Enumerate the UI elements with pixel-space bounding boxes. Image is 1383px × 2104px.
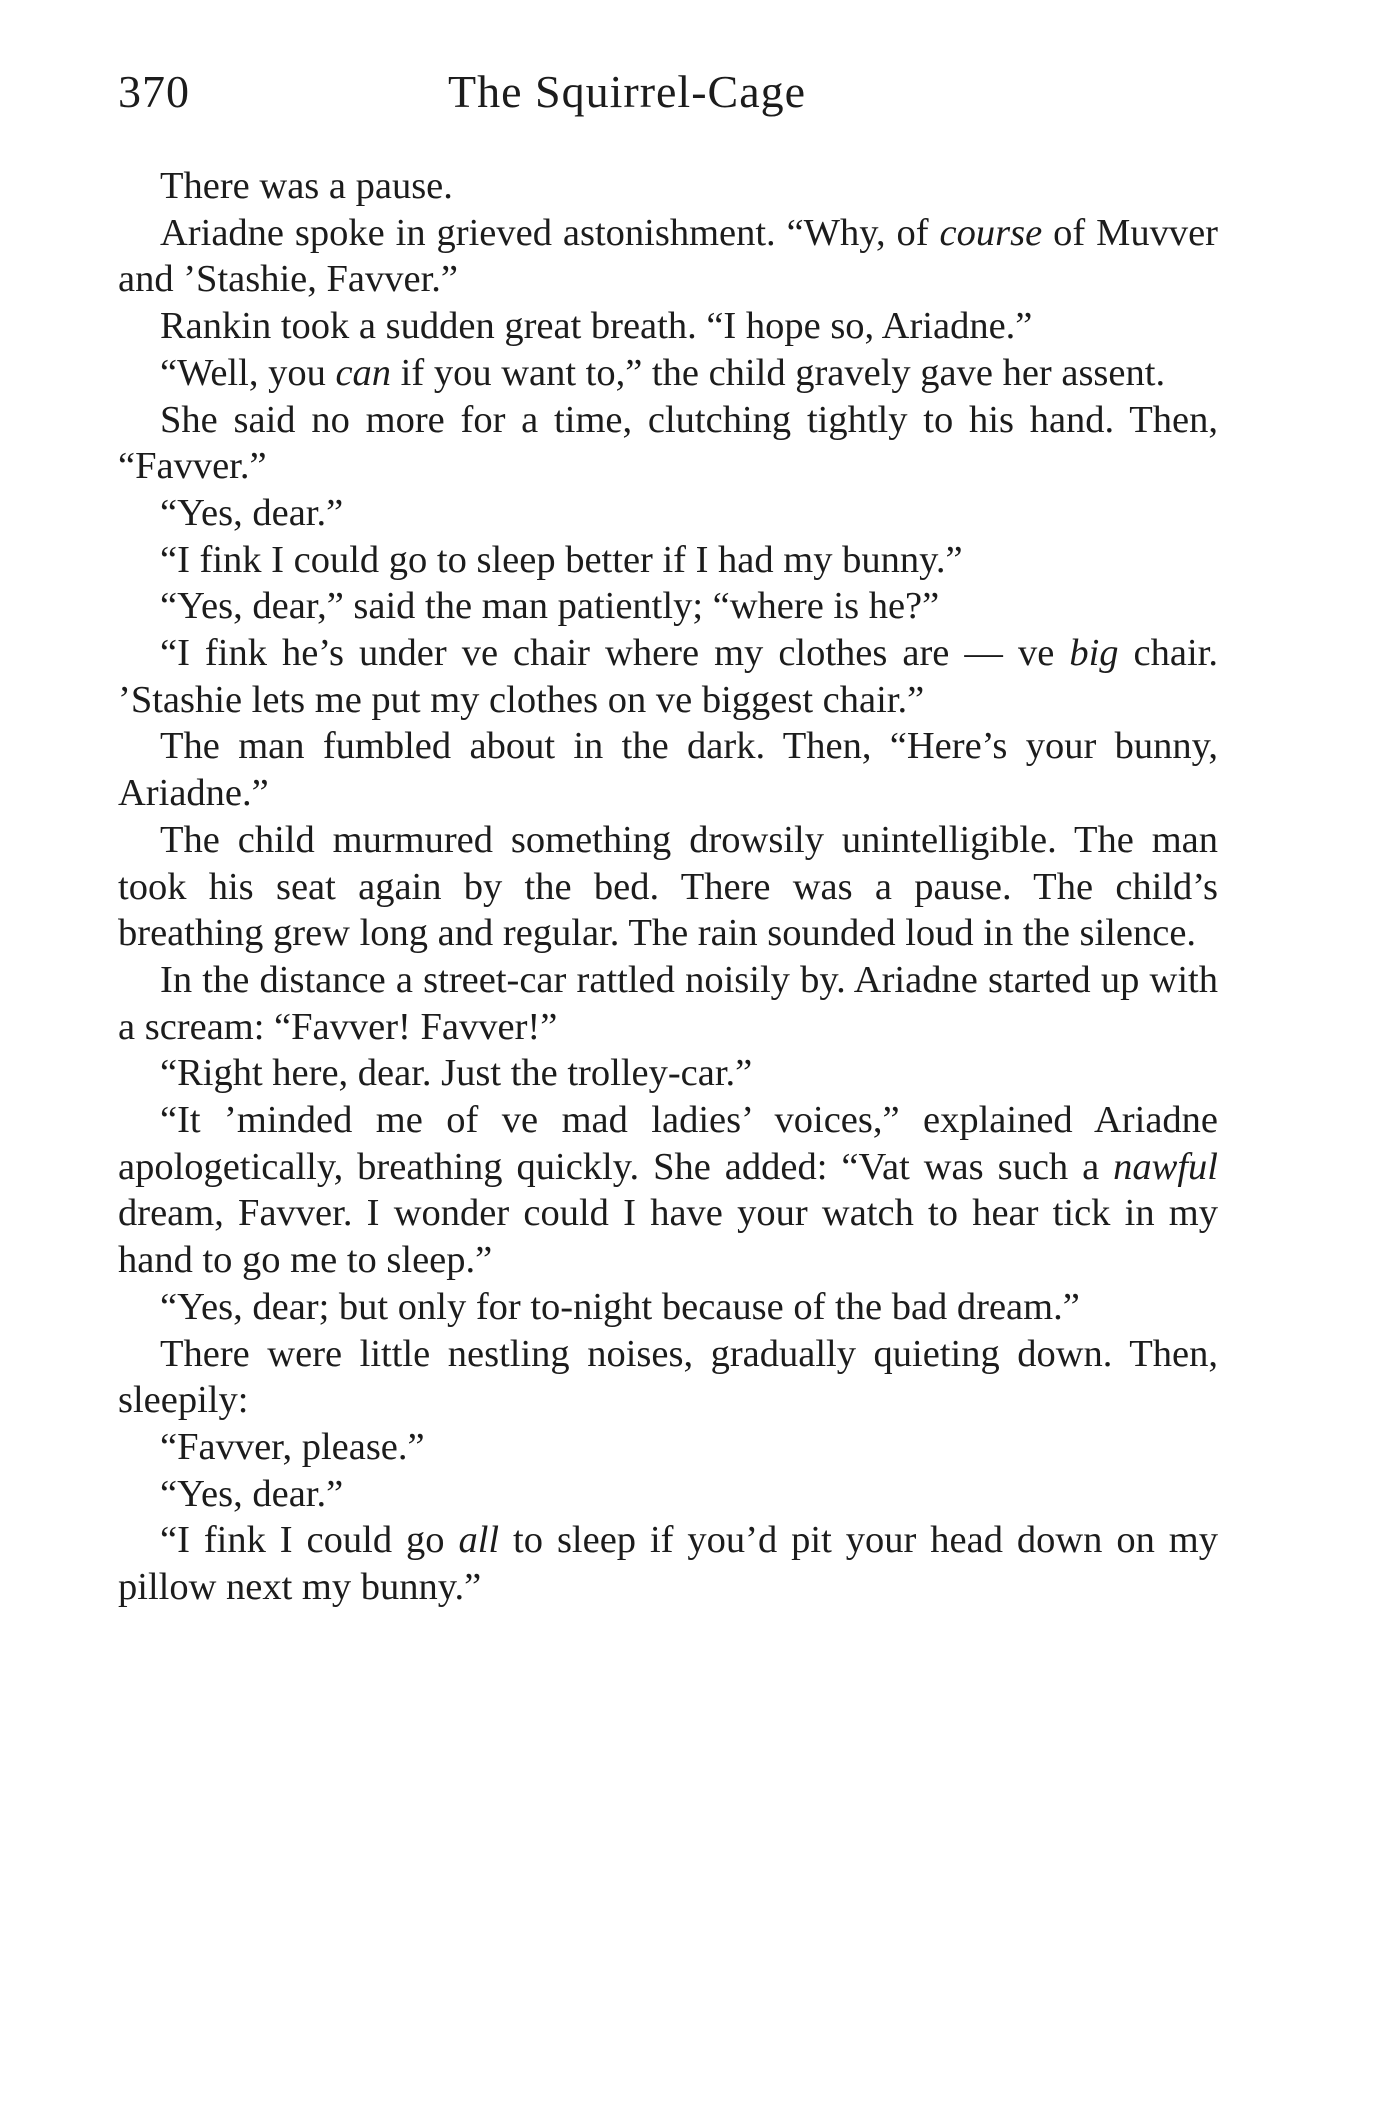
paragraph [118,630,1218,723]
paragraph [118,1471,1218,1518]
paragraph [118,350,1218,397]
italic-text: nawful [1113,1145,1218,1188]
text-run: The child murmured something drowsily unintelligible. The man took his seat again by the bed. There was a pause. The child’s breathing grew long and regular. The rain sounded loud in the silence. [118,818,1218,955]
body-text [118,163,1218,1611]
text-run: “Yes, dear.” [160,491,344,534]
paragraph [118,957,1218,1050]
paragraph [118,817,1218,957]
text-run: “Yes, dear; but only for to-night because of the bad dream.” [160,1285,1080,1328]
text-run: chair. ’Stashie lets me put my clothes on ve biggest chair.” [118,632,1218,721]
running-head [118,62,1218,122]
paragraph [118,723,1218,816]
text-run: The man fumbled about in the dark. Then, “Here’s your bunny, Ariadne.” [118,725,1218,815]
running-title: The Squirrel-Cage [448,66,807,117]
text-run: In the distance a street-car rattled noisily by. Ariadne started up with a scream: “Favver! Favver!” [118,958,1218,1048]
paragraph [118,583,1218,630]
italic-text: course [939,211,1043,254]
italic-text: can [335,351,392,394]
text-run: “I fink I could go to sleep better if I had my bunny.” [160,538,963,581]
text-run: “It ’minded me of ve mad ladies’ voices,” explained Ariadne apologetically, breathing quickly. She added: “Vat was such a [118,1099,1218,1188]
paragraph [118,163,1218,210]
paragraph [118,1050,1218,1097]
text-run: of Muvver and ’Stashie, Favver.” [118,211,1218,301]
paragraph [118,1517,1218,1610]
text-run: “Favver, please.” [160,1425,425,1468]
page-number: 370 [118,66,190,117]
text-run: “I fink he’s under ve chair where my clothes are — ve [160,632,1070,675]
italic-text: big [1069,632,1119,675]
paragraph [118,1097,1218,1284]
text-run: to sleep if you’d pit your head down on my pillow next my bunny.” [118,1519,1218,1609]
paragraph [118,1331,1218,1424]
text-run: Ariadne spoke in grieved astonishment. “Why, of [160,211,940,254]
text-run: “Well, you [160,351,336,394]
italic-text: all [458,1519,500,1562]
paragraph [118,397,1218,490]
text-run: “Yes, dear,” said the man patiently; “where is he?” [160,585,940,628]
paragraph [118,1284,1218,1331]
text-run: if you want to,” the child gravely gave her assent. [391,351,1166,394]
text-run: “I fink I could go [160,1519,459,1562]
text-run: There were little nestling noises, gradually quieting down. Then, sleepily: [118,1332,1218,1422]
paragraph [118,303,1218,350]
text-run: She said no more for a time, clutching tightly to his hand. Then, “Favver.” [118,398,1218,488]
text-run: dream, Favver. I wonder could I have your watch to hear tick in my hand to go me to sleep.” [118,1192,1218,1282]
paragraph [118,1424,1218,1471]
text-run: There was a pause. [160,165,453,207]
text-run: “Right here, dear. Just the trolley-car.” [160,1052,753,1095]
text-run: Rankin took a sudden great breath. “I hope so, Ariadne.” [160,305,1033,348]
paragraph [118,537,1218,584]
text-run: “Yes, dear.” [160,1472,344,1515]
paragraph [118,210,1218,303]
paragraph [118,490,1218,537]
